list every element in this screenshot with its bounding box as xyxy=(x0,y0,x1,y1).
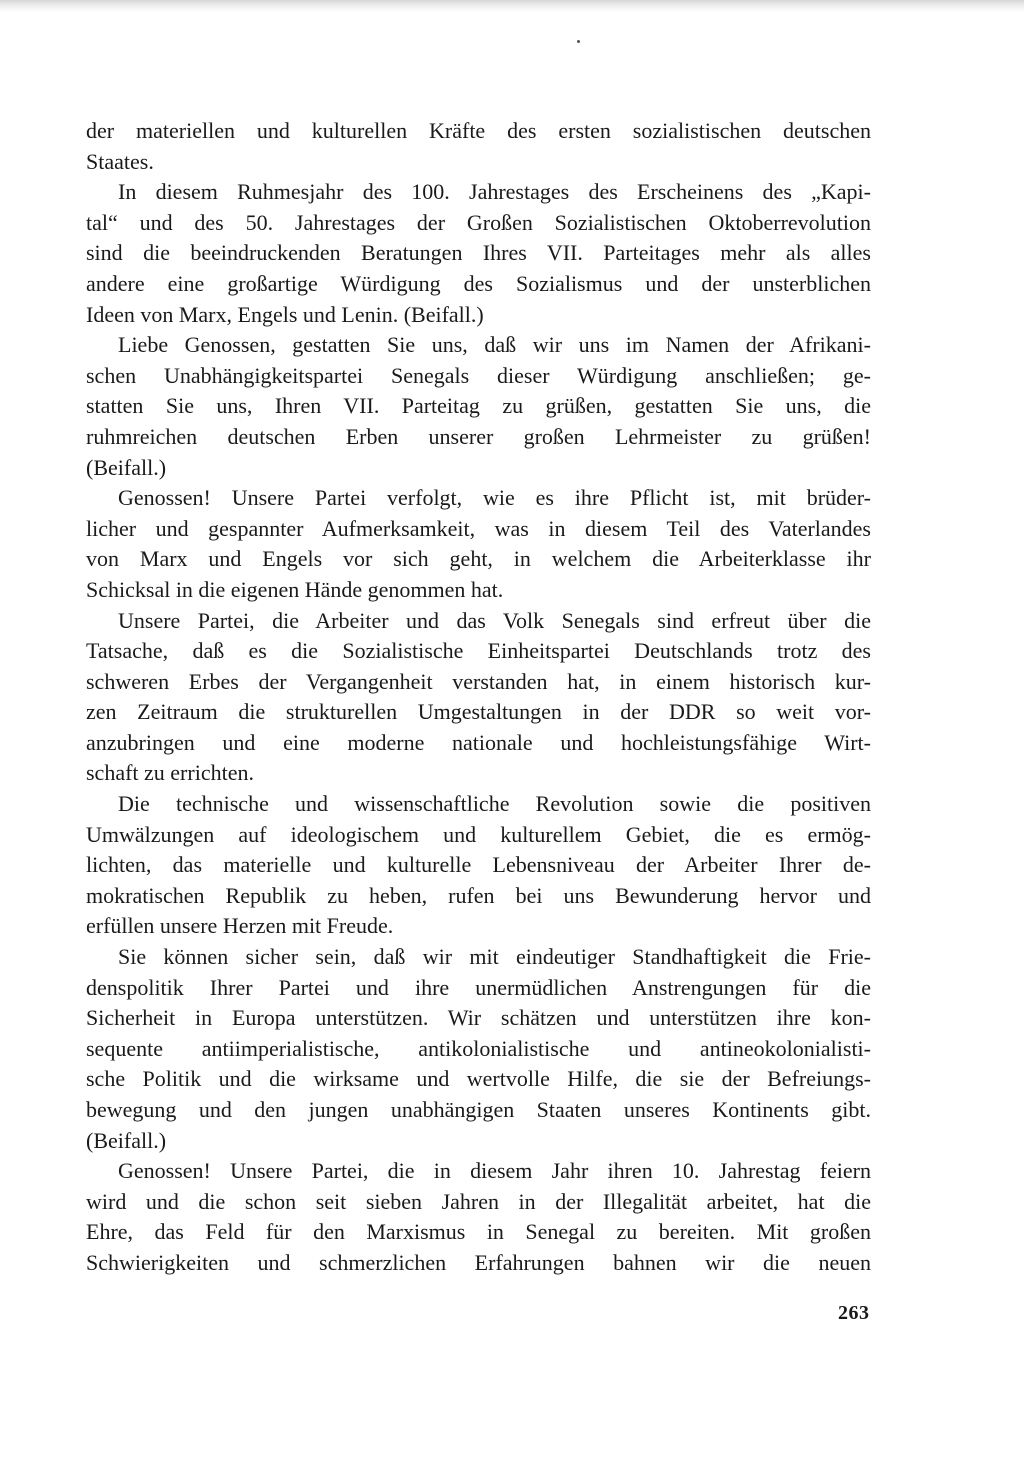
text-line: denspolitik Ihrer Partei und ihre unermüdlichen Anstrengungen für die xyxy=(86,974,871,1000)
text-line: sequente antiimperialistische, antikolonialistische und antineokolonialisti- xyxy=(86,1035,871,1061)
text-line: andere eine großartige Würdigung des Sozialismus und der unsterblichen xyxy=(86,270,871,296)
body-text xyxy=(86,116,871,1279)
text-line: statten Sie uns, Ihren VII. Parteitag zu grüßen, gestatten Sie uns, die xyxy=(86,393,871,419)
text-line: ruhmreichen deutschen Erben unserer großen Lehrmeister zu grüßen! xyxy=(86,423,871,449)
text-line: Schicksal in die eigenen Hände genommen hat. xyxy=(86,576,504,602)
text-line: (Beifall.) xyxy=(86,454,167,480)
text-line: lichten, das materielle und kulturelle Lebensniveau der Arbeiter Ihrer de- xyxy=(86,852,871,878)
scan-edge-shadow xyxy=(0,0,1024,12)
page-number: 263 xyxy=(838,1302,870,1324)
text-line: Genossen! Unsere Partei verfolgt, wie es ihre Pflicht ist, mit brüder- xyxy=(118,485,871,511)
text-line: schweren Erbes der Vergangenheit verstanden hat, in einem historisch kur- xyxy=(86,668,871,694)
text-line: Ehre, das Feld für den Marxismus in Senegal zu bereiten. Mit großen xyxy=(86,1219,871,1245)
text-line: erfüllen unsere Herzen mit Freude. xyxy=(86,913,394,939)
text-line: Genossen! Unsere Partei, die in diesem Jahr ihren 10. Jahrestag feiern xyxy=(118,1158,871,1184)
text-line: Die technische und wissenschaftliche Revolution sowie die positiven xyxy=(118,791,871,817)
text-line: Tatsache, daß es die Sozialistische Einheitspartei Deutschlands trotz des xyxy=(86,638,871,664)
text-line: Liebe Genossen, gestatten Sie uns, daß wir uns im Namen der Afrikani- xyxy=(118,332,871,358)
text-line: Schwierigkeiten und schmerzlichen Erfahrungen bahnen wir die neuen xyxy=(86,1249,871,1275)
text-line: anzubringen und eine moderne nationale und hochleistungsfähige Wirt- xyxy=(86,729,871,755)
text-line: Sicherheit in Europa unterstützen. Wir schätzen und unterstützen ihre kon- xyxy=(86,1005,871,1031)
text-line: der materiellen und kulturellen Kräfte des ersten sozialistischen deutschen xyxy=(86,118,871,143)
text-line: Unsere Partei, die Arbeiter und das Volk Senegals sind erfreut über die xyxy=(118,607,871,633)
text-line: sche Politik und die wirksame und wertvolle Hilfe, die sie der Befreiungs- xyxy=(86,1066,871,1092)
text-line: von Marx und Engels vor sich geht, in welchem die Arbeiterklasse ihr xyxy=(86,546,871,572)
text-line: Ideen von Marx, Engels und Lenin. (Beifall.) xyxy=(86,301,484,327)
text-line: licher und gespannter Aufmerksamkeit, was in diesem Teil des Vaterlandes xyxy=(86,515,871,541)
text-line: In diesem Ruhmesjahr des 100. Jahrestages des Erscheinens des „Kapi- xyxy=(118,179,871,205)
text-line: Umwälzungen auf ideologischem und kulturellem Gebiet, die es ermög- xyxy=(86,821,871,847)
text-line: sind die beeindruckenden Beratungen Ihres VII. Parteitages mehr als alles xyxy=(86,240,871,266)
scan-speck xyxy=(577,40,580,43)
text-line: schaft zu errichten. xyxy=(86,760,254,786)
text-line: Sie können sicher sein, daß wir mit eindeutiger Standhaftigkeit die Frie- xyxy=(118,944,871,970)
text-line: (Beifall.) xyxy=(86,1127,167,1153)
text-line: zen Zeitraum die strukturellen Umgestaltungen in der DDR so weit vor- xyxy=(86,699,871,725)
text-line: Staates. xyxy=(86,148,154,174)
text-line: bewegung und den jungen unabhängigen Staaten unseres Kontinents gibt. xyxy=(86,1097,871,1122)
text-line: schen Unabhängigkeitspartei Senegals dieser Würdigung anschließen; ge- xyxy=(86,362,871,388)
text-line: mokratischen Republik zu heben, rufen bei uns Bewunderung hervor und xyxy=(86,882,871,908)
text-line: tal“ und des 50. Jahrestages der Großen Sozialistischen Oktoberrevolution xyxy=(86,209,871,235)
text-line: wird und die schon seit sieben Jahren in der Illegalität arbeitet, hat die xyxy=(86,1188,871,1214)
